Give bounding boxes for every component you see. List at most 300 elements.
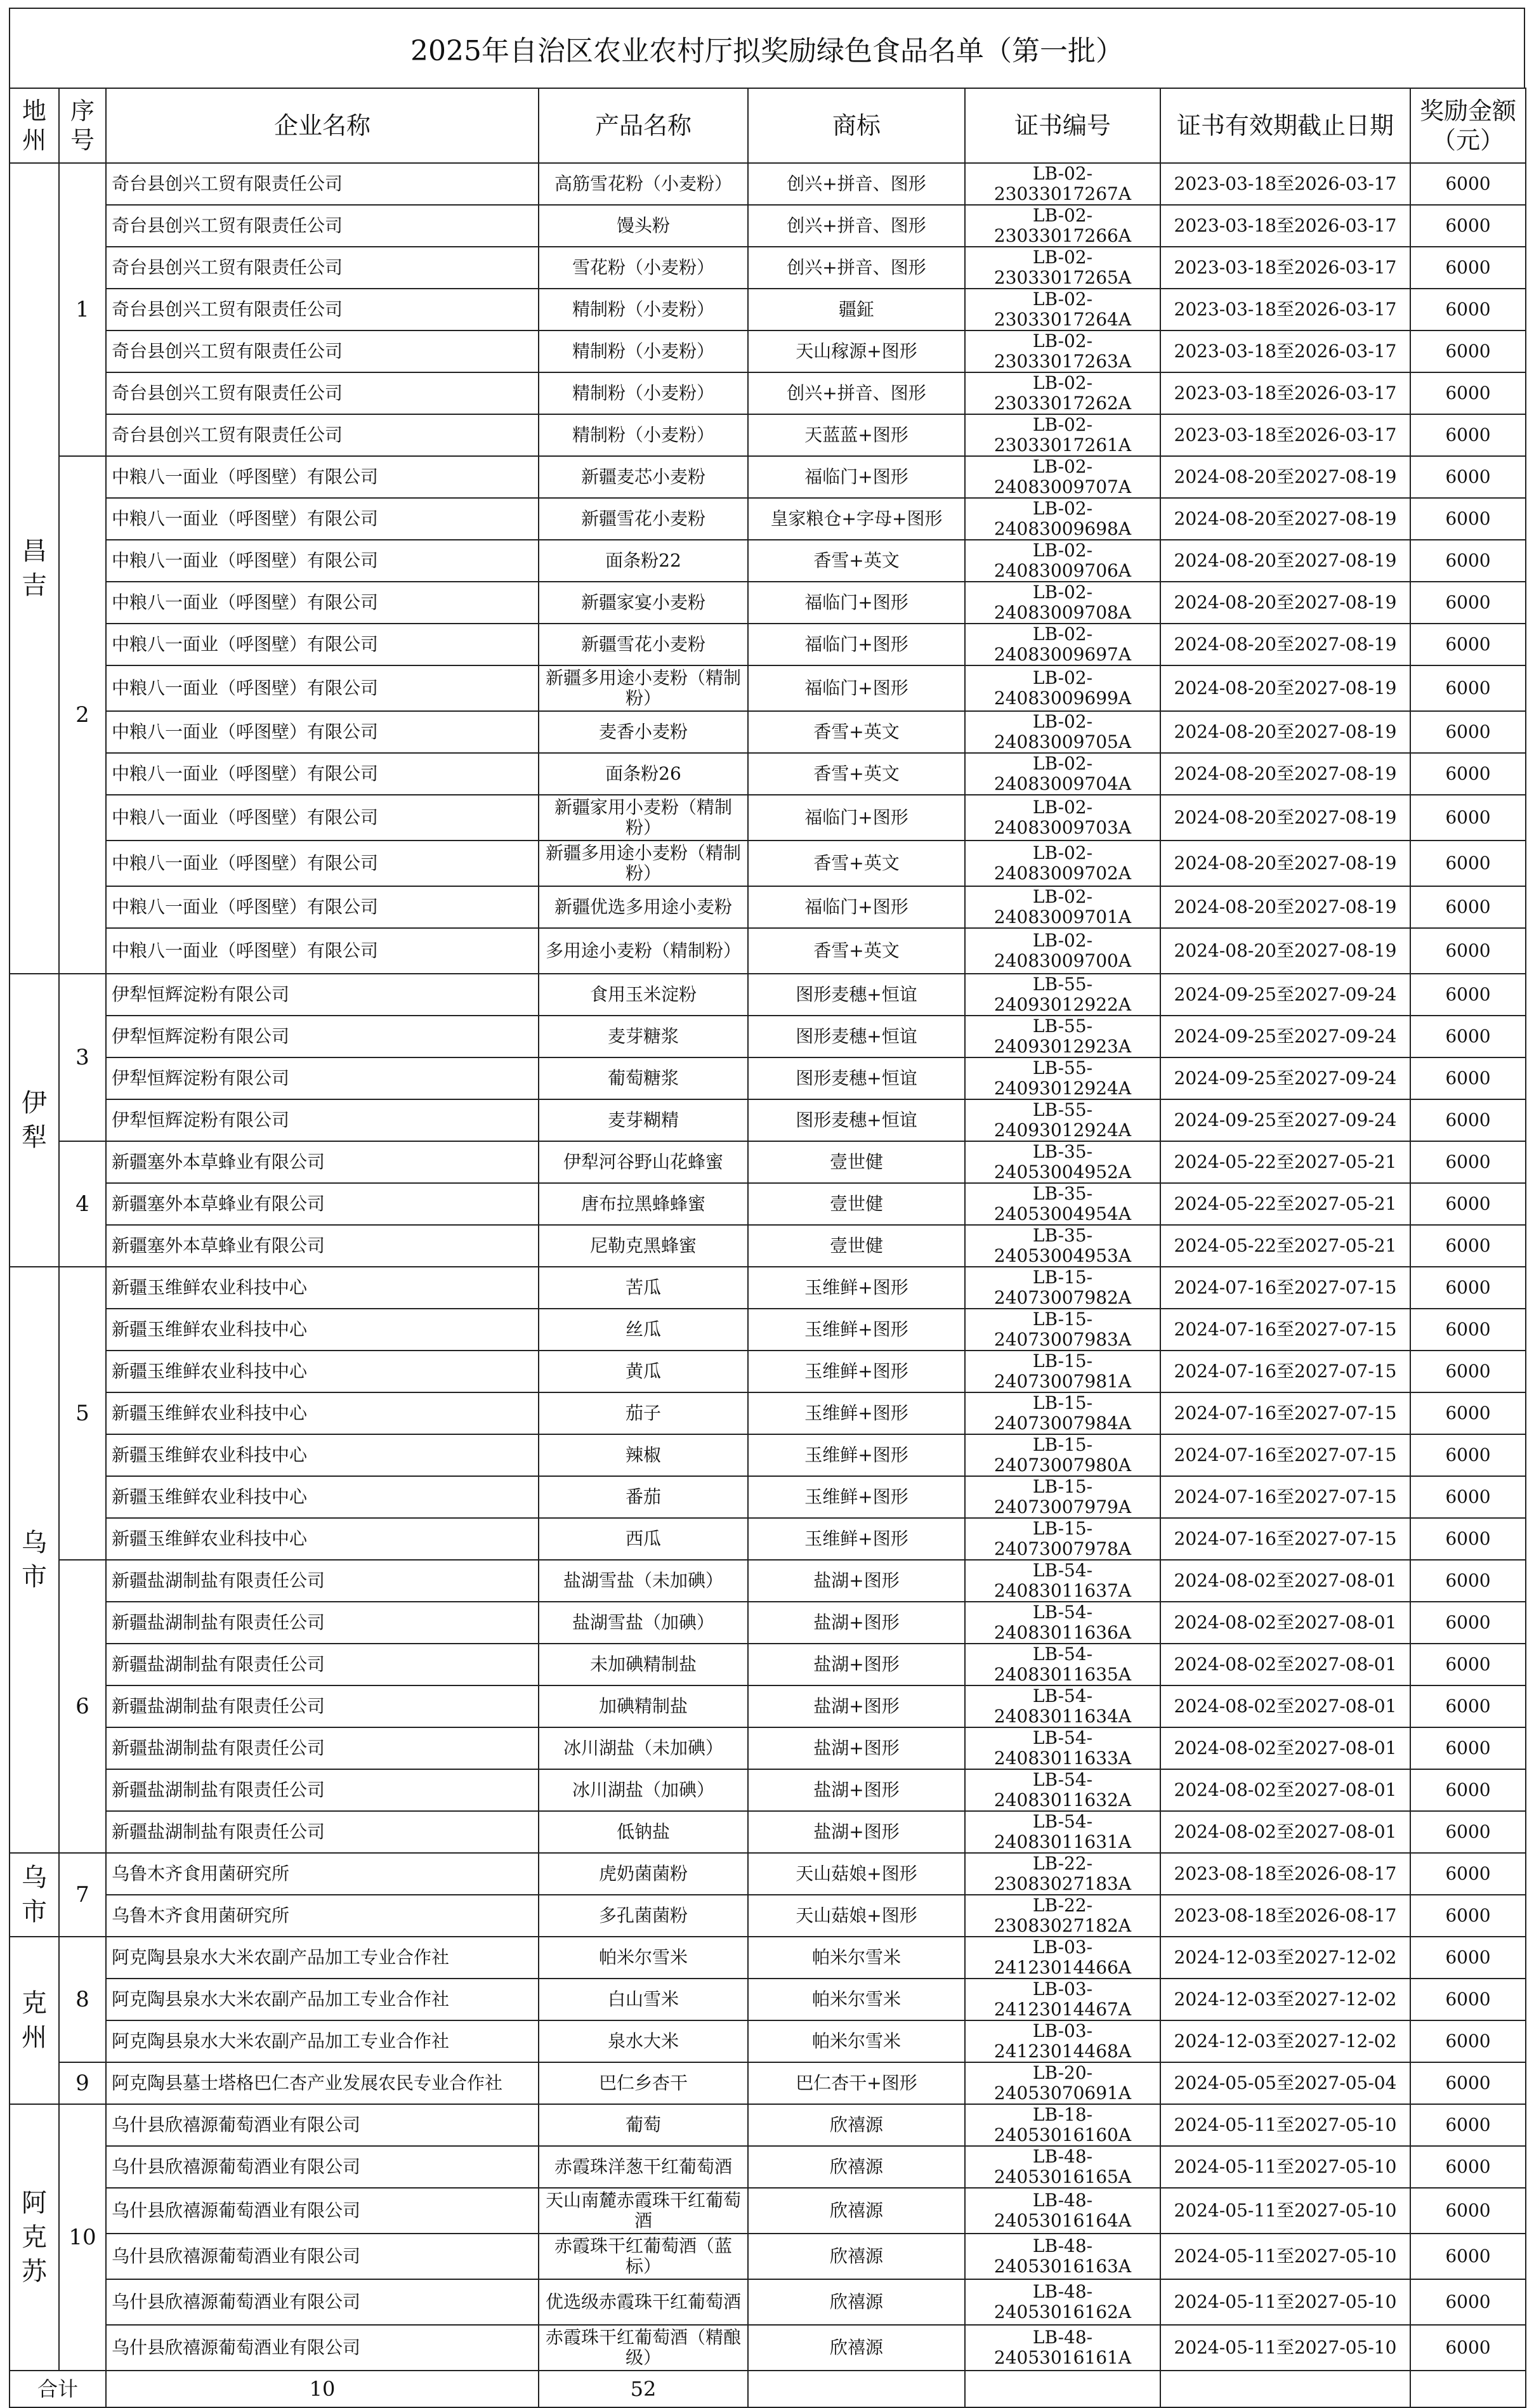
- amount-cell: 6000: [1410, 886, 1526, 928]
- seq-cell: 5: [59, 1267, 106, 1560]
- amount-cell: 6000: [1410, 1937, 1526, 1979]
- product-cell: 葡萄: [539, 2104, 748, 2146]
- amount-cell: 6000: [1410, 2020, 1526, 2062]
- validity-cell: 2024-05-11至2027-05-10: [1160, 2146, 1410, 2188]
- company-cell: 中粮八一面业（呼图壁）有限公司: [106, 582, 539, 624]
- brand-cell: 欣禧源: [748, 2104, 965, 2146]
- company-cell: 新疆盐湖制盐有限责任公司: [106, 1602, 539, 1644]
- table-row: [10, 795, 1526, 841]
- validity-cell: 2024-08-02至2027-08-01: [1160, 1644, 1410, 1685]
- product-cell: 精制粉（小麦粉）: [539, 414, 748, 456]
- validity-cell: 2023-03-18至2026-03-17: [1160, 247, 1410, 289]
- validity-cell: 2024-08-20至2027-08-19: [1160, 841, 1410, 886]
- amount-cell: 6000: [1410, 1351, 1526, 1392]
- cert-cell: LB-02-24083009702A: [965, 841, 1160, 886]
- product-cell: 精制粉（小麦粉）: [539, 330, 748, 372]
- cert-cell: LB-54-24083011633A: [965, 1727, 1160, 1769]
- brand-cell: 欣禧源: [748, 2325, 965, 2371]
- product-cell: 泉水大米: [539, 2020, 748, 2062]
- product-cell: 新疆优选多用途小麦粉: [539, 886, 748, 928]
- validity-cell: 2024-05-11至2027-05-10: [1160, 2234, 1410, 2279]
- table-row: [10, 1099, 1526, 1141]
- cert-cell: LB-54-24083011634A: [965, 1685, 1160, 1727]
- seq-cell: 8: [59, 1937, 106, 2062]
- brand-cell: 福临门+图形: [748, 624, 965, 665]
- brand-cell: 玉维鲜+图形: [748, 1476, 965, 1518]
- brand-cell: 帕米尔雪米: [748, 1937, 965, 1979]
- cert-cell: LB-02-24083009701A: [965, 886, 1160, 928]
- amount-cell: 6000: [1410, 247, 1526, 289]
- brand-cell: 欣禧源: [748, 2234, 965, 2279]
- table-row: [10, 841, 1526, 886]
- table-body: [10, 163, 1526, 2407]
- table-row: [10, 1309, 1526, 1351]
- validity-cell: 2024-05-22至2027-05-21: [1160, 1183, 1410, 1225]
- company-cell: 中粮八一面业（呼图壁）有限公司: [106, 928, 539, 974]
- amount-cell: 6000: [1410, 795, 1526, 841]
- company-cell: 新疆盐湖制盐有限责任公司: [106, 1811, 539, 1853]
- header-region: 地 州: [10, 88, 59, 163]
- company-cell: 新疆盐湖制盐有限责任公司: [106, 1769, 539, 1811]
- table-row: [10, 1016, 1526, 1057]
- cert-cell: LB-02-24083009708A: [965, 582, 1160, 624]
- company-cell: 新疆盐湖制盐有限责任公司: [106, 1685, 539, 1727]
- seq-cell: 10: [59, 2104, 106, 2371]
- product-cell: 多孔菌菌粉: [539, 1895, 748, 1937]
- amount-cell: 6000: [1410, 205, 1526, 247]
- validity-cell: 2024-05-11至2027-05-10: [1160, 2325, 1410, 2371]
- table-row: [10, 330, 1526, 372]
- cert-cell: LB-54-24083011631A: [965, 1811, 1160, 1853]
- company-cell: 新疆盐湖制盐有限责任公司: [106, 1560, 539, 1602]
- brand-cell: 盐湖+图形: [748, 1727, 965, 1769]
- brand-cell: 壹世健: [748, 1225, 965, 1267]
- table-row: [10, 1727, 1526, 1769]
- region-cell: 昌吉: [10, 163, 59, 974]
- cert-cell: LB-02-24083009707A: [965, 456, 1160, 498]
- product-cell: 馒头粉: [539, 205, 748, 247]
- cert-cell: LB-48-24053016165A: [965, 2146, 1160, 2188]
- validity-cell: 2024-08-02至2027-08-01: [1160, 1602, 1410, 1644]
- brand-cell: 天蓝蓝+图形: [748, 414, 965, 456]
- table-row: [10, 665, 1526, 711]
- brand-cell: 福临门+图形: [748, 456, 965, 498]
- cert-cell: LB-54-24083011636A: [965, 1602, 1160, 1644]
- validity-cell: 2024-08-02至2027-08-01: [1160, 1811, 1410, 1853]
- validity-cell: 2024-08-02至2027-08-01: [1160, 1560, 1410, 1602]
- table-row: [10, 624, 1526, 665]
- company-cell: 阿克陶县墓士塔格巴仁杏产业发展农民专业合作社: [106, 2062, 539, 2104]
- cert-cell: LB-18-24053016160A: [965, 2104, 1160, 2146]
- cert-cell: LB-48-24053016161A: [965, 2325, 1160, 2371]
- product-cell: 赤霞珠干红葡萄酒（精酿级）: [539, 2325, 748, 2371]
- company-cell: 乌鲁木齐食用菌研究所: [106, 1895, 539, 1937]
- table-row: [10, 1685, 1526, 1727]
- total-row: [10, 2371, 1526, 2407]
- company-cell: 中粮八一面业（呼图壁）有限公司: [106, 886, 539, 928]
- validity-cell: 2024-05-22至2027-05-21: [1160, 1141, 1410, 1183]
- company-cell: 中粮八一面业（呼图壁）有限公司: [106, 624, 539, 665]
- product-cell: 麦芽糊精: [539, 1099, 748, 1141]
- cert-cell: LB-48-24053016164A: [965, 2188, 1160, 2234]
- brand-cell: 福临门+图形: [748, 886, 965, 928]
- cert-cell: LB-03-24123014468A: [965, 2020, 1160, 2062]
- cert-cell: LB-35-24053004953A: [965, 1225, 1160, 1267]
- validity-cell: 2024-08-20至2027-08-19: [1160, 753, 1410, 795]
- amount-cell: 6000: [1410, 289, 1526, 330]
- cert-cell: LB-22-23083027182A: [965, 1895, 1160, 1937]
- company-cell: 阿克陶县泉水大米农副产品加工专业合作社: [106, 1979, 539, 2020]
- amount-cell: 6000: [1410, 1602, 1526, 1644]
- validity-cell: 2023-03-18至2026-03-17: [1160, 205, 1410, 247]
- amount-cell: 6000: [1410, 498, 1526, 540]
- company-cell: 中粮八一面业（呼图壁）有限公司: [106, 456, 539, 498]
- validity-cell: 2024-07-16至2027-07-15: [1160, 1476, 1410, 1518]
- company-cell: 伊犁恒辉淀粉有限公司: [106, 1016, 539, 1057]
- cert-cell: LB-02-23033017263A: [965, 330, 1160, 372]
- table-row: [10, 289, 1526, 330]
- validity-cell: 2024-07-16至2027-07-15: [1160, 1267, 1410, 1309]
- company-cell: 奇台县创兴工贸有限责任公司: [106, 330, 539, 372]
- brand-cell: 创兴+拼音、图形: [748, 372, 965, 414]
- brand-cell: 盐湖+图形: [748, 1685, 965, 1727]
- product-cell: 新疆麦芯小麦粉: [539, 456, 748, 498]
- cert-cell: LB-02-24083009697A: [965, 624, 1160, 665]
- product-cell: 多用途小麦粉（精制粉）: [539, 928, 748, 974]
- validity-cell: 2024-08-02至2027-08-01: [1160, 1685, 1410, 1727]
- seq-cell: 1: [59, 163, 106, 456]
- table-row: [10, 1853, 1526, 1895]
- table-row: [10, 1644, 1526, 1685]
- header-company: 企业名称: [106, 88, 539, 163]
- product-cell: 新疆多用途小麦粉（精制粉）: [539, 665, 748, 711]
- region-cell: 阿克苏: [10, 2104, 59, 2371]
- company-cell: 奇台县创兴工贸有限责任公司: [106, 247, 539, 289]
- brand-cell: 天山菇娘+图形: [748, 1853, 965, 1895]
- product-cell: 新疆家宴小麦粉: [539, 582, 748, 624]
- amount-cell: 6000: [1410, 2234, 1526, 2279]
- region-cell: 伊犁: [10, 974, 59, 1267]
- company-cell: 中粮八一面业（呼图壁）有限公司: [106, 795, 539, 841]
- amount-cell: 6000: [1410, 1141, 1526, 1183]
- company-cell: 伊犁恒辉淀粉有限公司: [106, 974, 539, 1016]
- amount-cell: 6000: [1410, 1644, 1526, 1685]
- table-row: [10, 498, 1526, 540]
- total-companies: 10: [106, 2371, 539, 2407]
- table-row: [10, 1895, 1526, 1937]
- product-cell: 精制粉（小麦粉）: [539, 372, 748, 414]
- product-cell: 天山南麓赤霞珠干红葡萄酒: [539, 2188, 748, 2234]
- brand-cell: 福临门+图形: [748, 665, 965, 711]
- validity-cell: 2024-08-20至2027-08-19: [1160, 498, 1410, 540]
- brand-cell: 欣禧源: [748, 2188, 965, 2234]
- validity-cell: 2023-08-18至2026-08-17: [1160, 1853, 1410, 1895]
- validity-cell: 2024-05-22至2027-05-21: [1160, 1225, 1410, 1267]
- cert-cell: LB-54-24083011632A: [965, 1769, 1160, 1811]
- cert-cell: LB-02-24083009706A: [965, 540, 1160, 582]
- table-row: [10, 886, 1526, 928]
- company-cell: 新疆玉维鲜农业科技中心: [106, 1392, 539, 1434]
- validity-cell: 2024-05-11至2027-05-10: [1160, 2104, 1410, 2146]
- header-brand: 商标: [748, 88, 965, 163]
- product-cell: 帕米尔雪米: [539, 1937, 748, 1979]
- validity-cell: 2024-05-11至2027-05-10: [1160, 2188, 1410, 2234]
- brand-cell: 创兴+拼音、图形: [748, 247, 965, 289]
- product-cell: 盐湖雪盐（加碘）: [539, 1602, 748, 1644]
- amount-cell: 6000: [1410, 928, 1526, 974]
- product-cell: 唐布拉黑蜂蜂蜜: [539, 1183, 748, 1225]
- product-cell: 丝瓜: [539, 1309, 748, 1351]
- header-validity: 证书有效期截止日期: [1160, 88, 1410, 163]
- brand-cell: 香雪+英文: [748, 753, 965, 795]
- amount-cell: 6000: [1410, 2279, 1526, 2325]
- table-row: [10, 2020, 1526, 2062]
- product-cell: 高筋雪花粉（小麦粉）: [539, 163, 748, 205]
- region-cell: 乌市: [10, 1853, 59, 1937]
- product-cell: 加碘精制盐: [539, 1685, 748, 1727]
- company-cell: 新疆盐湖制盐有限责任公司: [106, 1727, 539, 1769]
- company-cell: 新疆玉维鲜农业科技中心: [106, 1267, 539, 1309]
- product-cell: 西瓜: [539, 1518, 748, 1560]
- amount-cell: 6000: [1410, 456, 1526, 498]
- table-row: [10, 2279, 1526, 2325]
- table-row: [10, 372, 1526, 414]
- table-row: [10, 1518, 1526, 1560]
- table-row: [10, 1351, 1526, 1392]
- product-cell: 面条粉26: [539, 753, 748, 795]
- product-cell: 番茄: [539, 1476, 748, 1518]
- amount-cell: 6000: [1410, 1392, 1526, 1434]
- cert-cell: LB-02-24083009699A: [965, 665, 1160, 711]
- table-row: [10, 1560, 1526, 1602]
- amount-cell: 6000: [1410, 1267, 1526, 1309]
- table-row: [10, 1937, 1526, 1979]
- brand-cell: 玉维鲜+图形: [748, 1351, 965, 1392]
- amount-cell: 6000: [1410, 163, 1526, 205]
- total-label: 合计: [10, 2371, 106, 2407]
- product-cell: 新疆家用小麦粉（精制粉）: [539, 795, 748, 841]
- cert-cell: LB-03-24123014466A: [965, 1937, 1160, 1979]
- seq-cell: 2: [59, 456, 106, 974]
- amount-cell: 6000: [1410, 1853, 1526, 1895]
- table-row: [10, 1434, 1526, 1476]
- validity-cell: 2024-09-25至2027-09-24: [1160, 1057, 1410, 1099]
- amount-cell: 6000: [1410, 1434, 1526, 1476]
- validity-cell: 2024-07-16至2027-07-15: [1160, 1351, 1410, 1392]
- company-cell: 新疆玉维鲜农业科技中心: [106, 1309, 539, 1351]
- product-cell: 新疆多用途小麦粉（精制粉）: [539, 841, 748, 886]
- validity-cell: 2023-03-18至2026-03-17: [1160, 372, 1410, 414]
- company-cell: 中粮八一面业（呼图壁）有限公司: [106, 498, 539, 540]
- brand-cell: 皇家粮仓+字母+图形: [748, 498, 965, 540]
- validity-cell: 2024-09-25至2027-09-24: [1160, 1016, 1410, 1057]
- validity-cell: 2024-05-11至2027-05-10: [1160, 2279, 1410, 2325]
- brand-cell: 香雪+英文: [748, 711, 965, 753]
- product-cell: 新疆雪花小麦粉: [539, 498, 748, 540]
- cert-cell: LB-15-24073007980A: [965, 1434, 1160, 1476]
- table-row: [10, 414, 1526, 456]
- company-cell: 新疆塞外本草蜂业有限公司: [106, 1225, 539, 1267]
- product-cell: 未加碘精制盐: [539, 1644, 748, 1685]
- company-cell: 伊犁恒辉淀粉有限公司: [106, 1099, 539, 1141]
- brand-cell: 香雪+英文: [748, 841, 965, 886]
- table-row: [10, 163, 1526, 205]
- brand-cell: 天山菇娘+图形: [748, 1895, 965, 1937]
- validity-cell: 2024-08-20至2027-08-19: [1160, 665, 1410, 711]
- amount-cell: 6000: [1410, 582, 1526, 624]
- company-cell: 新疆盐湖制盐有限责任公司: [106, 1644, 539, 1685]
- amount-cell: 6000: [1410, 2188, 1526, 2234]
- header-cert: 证书编号: [965, 88, 1160, 163]
- cert-cell: LB-48-24053016163A: [965, 2234, 1160, 2279]
- brand-cell: 盐湖+图形: [748, 1769, 965, 1811]
- product-cell: 苦瓜: [539, 1267, 748, 1309]
- cert-cell: LB-54-24083011637A: [965, 1560, 1160, 1602]
- product-cell: 虎奶菌菌粉: [539, 1853, 748, 1895]
- company-cell: 阿克陶县泉水大米农副产品加工专业合作社: [106, 1937, 539, 1979]
- amount-cell: 6000: [1410, 1225, 1526, 1267]
- company-cell: 中粮八一面业（呼图壁）有限公司: [106, 665, 539, 711]
- amount-cell: 6000: [1410, 665, 1526, 711]
- validity-cell: 2023-03-18至2026-03-17: [1160, 163, 1410, 205]
- document-title: 2025年自治区农业农村厅拟奖励绿色食品名单（第一批）: [9, 8, 1525, 88]
- product-cell: 尼勒克黑蜂蜜: [539, 1225, 748, 1267]
- cert-cell: LB-03-24123014467A: [965, 1979, 1160, 2020]
- cert-cell: LB-35-24053004954A: [965, 1183, 1160, 1225]
- cert-cell: LB-22-23083027183A: [965, 1853, 1160, 1895]
- brand-cell: 玉维鲜+图形: [748, 1518, 965, 1560]
- cert-cell: LB-15-24073007981A: [965, 1351, 1160, 1392]
- company-cell: 中粮八一面业（呼图壁）有限公司: [106, 753, 539, 795]
- validity-cell: 2024-08-20至2027-08-19: [1160, 928, 1410, 974]
- cert-cell: LB-02-23033017264A: [965, 289, 1160, 330]
- cert-cell: LB-02-24083009705A: [965, 711, 1160, 753]
- seq-cell: 7: [59, 1853, 106, 1937]
- amount-cell: 6000: [1410, 1518, 1526, 1560]
- amount-cell: 6000: [1410, 1811, 1526, 1853]
- cert-cell: LB-15-24073007979A: [965, 1476, 1160, 1518]
- amount-cell: 6000: [1410, 1560, 1526, 1602]
- table-row: [10, 1602, 1526, 1644]
- brand-cell: 欣禧源: [748, 2279, 965, 2325]
- table-row: [10, 1141, 1526, 1183]
- validity-cell: 2023-03-18至2026-03-17: [1160, 289, 1410, 330]
- brand-cell: 图形麦穗+恒谊: [748, 1099, 965, 1141]
- cert-cell: LB-02-23033017267A: [965, 163, 1160, 205]
- cert-cell: LB-02-24083009703A: [965, 795, 1160, 841]
- table-row: [10, 1476, 1526, 1518]
- company-cell: 乌什县欣禧源葡萄酒业有限公司: [106, 2188, 539, 2234]
- cert-cell: LB-15-24073007978A: [965, 1518, 1160, 1560]
- amount-cell: 6000: [1410, 540, 1526, 582]
- document-sheet: [9, 8, 1525, 2408]
- table-row: [10, 247, 1526, 289]
- cert-cell: LB-20-24053070691A: [965, 2062, 1160, 2104]
- brand-cell: 图形麦穗+恒谊: [748, 1016, 965, 1057]
- validity-cell: 2024-07-16至2027-07-15: [1160, 1518, 1410, 1560]
- table-row: [10, 1057, 1526, 1099]
- brand-cell: 图形麦穗+恒谊: [748, 974, 965, 1016]
- brand-cell: 天山稼源+图形: [748, 330, 965, 372]
- header-product: 产品名称: [539, 88, 748, 163]
- product-cell: 食用玉米淀粉: [539, 974, 748, 1016]
- product-cell: 辣椒: [539, 1434, 748, 1476]
- company-cell: 新疆玉维鲜农业科技中心: [106, 1476, 539, 1518]
- cert-cell: LB-02-23033017261A: [965, 414, 1160, 456]
- product-cell: 优选级赤霞珠干红葡萄酒: [539, 2279, 748, 2325]
- validity-cell: 2024-08-20至2027-08-19: [1160, 624, 1410, 665]
- brand-cell: 盐湖+图形: [748, 1560, 965, 1602]
- company-cell: 乌什县欣禧源葡萄酒业有限公司: [106, 2234, 539, 2279]
- table-row: [10, 2146, 1526, 2188]
- amount-cell: 6000: [1410, 1476, 1526, 1518]
- validity-cell: 2024-08-20至2027-08-19: [1160, 795, 1410, 841]
- company-cell: 奇台县创兴工贸有限责任公司: [106, 414, 539, 456]
- company-cell: 乌鲁木齐食用菌研究所: [106, 1853, 539, 1895]
- validity-cell: 2024-08-20至2027-08-19: [1160, 456, 1410, 498]
- table-row: [10, 1979, 1526, 2020]
- table-row: [10, 2325, 1526, 2371]
- amount-cell: 6000: [1410, 1099, 1526, 1141]
- brand-cell: 帕米尔雪米: [748, 2020, 965, 2062]
- company-cell: 奇台县创兴工贸有限责任公司: [106, 205, 539, 247]
- company-cell: 阿克陶县泉水大米农副产品加工专业合作社: [106, 2020, 539, 2062]
- company-cell: 伊犁恒辉淀粉有限公司: [106, 1057, 539, 1099]
- seq-cell: 9: [59, 2062, 106, 2104]
- table-row: [10, 2234, 1526, 2279]
- brand-cell: 玉维鲜+图形: [748, 1392, 965, 1434]
- validity-cell: 2024-08-20至2027-08-19: [1160, 540, 1410, 582]
- product-cell: 赤霞珠洋葱干红葡萄酒: [539, 2146, 748, 2188]
- company-cell: 乌什县欣禧源葡萄酒业有限公司: [106, 2104, 539, 2146]
- product-cell: 伊犁河谷野山花蜂蜜: [539, 1141, 748, 1183]
- validity-cell: 2024-12-03至2027-12-02: [1160, 2020, 1410, 2062]
- validity-cell: 2024-12-03至2027-12-02: [1160, 1937, 1410, 1979]
- brand-cell: 福临门+图形: [748, 795, 965, 841]
- table-row: [10, 205, 1526, 247]
- validity-cell: 2024-12-03至2027-12-02: [1160, 1979, 1410, 2020]
- validity-cell: 2024-08-20至2027-08-19: [1160, 582, 1410, 624]
- company-cell: 新疆塞外本草蜂业有限公司: [106, 1141, 539, 1183]
- cert-cell: LB-02-23033017265A: [965, 247, 1160, 289]
- product-cell: 白山雪米: [539, 1979, 748, 2020]
- region-cell: 克州: [10, 1937, 59, 2104]
- table-row: [10, 540, 1526, 582]
- brand-cell: 玉维鲜+图形: [748, 1309, 965, 1351]
- validity-cell: 2024-05-05至2027-05-04: [1160, 2062, 1410, 2104]
- cert-cell: LB-35-24053004952A: [965, 1141, 1160, 1183]
- amount-cell: 6000: [1410, 1727, 1526, 1769]
- amount-cell: 6000: [1410, 711, 1526, 753]
- cert-cell: LB-02-24083009704A: [965, 753, 1160, 795]
- brand-cell: 欣禧源: [748, 2146, 965, 2188]
- table-row: [10, 2062, 1526, 2104]
- cert-cell: LB-48-24053016162A: [965, 2279, 1160, 2325]
- product-cell: 盐湖雪盐（未加碘）: [539, 1560, 748, 1602]
- header-row: [10, 88, 1526, 163]
- amount-cell: 6000: [1410, 2146, 1526, 2188]
- table-row: [10, 2104, 1526, 2146]
- amount-cell: 6000: [1410, 753, 1526, 795]
- cert-cell: LB-15-24073007984A: [965, 1392, 1160, 1434]
- table-row: [10, 928, 1526, 974]
- product-cell: 新疆雪花小麦粉: [539, 624, 748, 665]
- product-cell: 低钠盐: [539, 1811, 748, 1853]
- company-cell: 新疆塞外本草蜂业有限公司: [106, 1183, 539, 1225]
- company-cell: 奇台县创兴工贸有限责任公司: [106, 289, 539, 330]
- company-cell: 新疆玉维鲜农业科技中心: [106, 1518, 539, 1560]
- company-cell: 乌什县欣禧源葡萄酒业有限公司: [106, 2146, 539, 2188]
